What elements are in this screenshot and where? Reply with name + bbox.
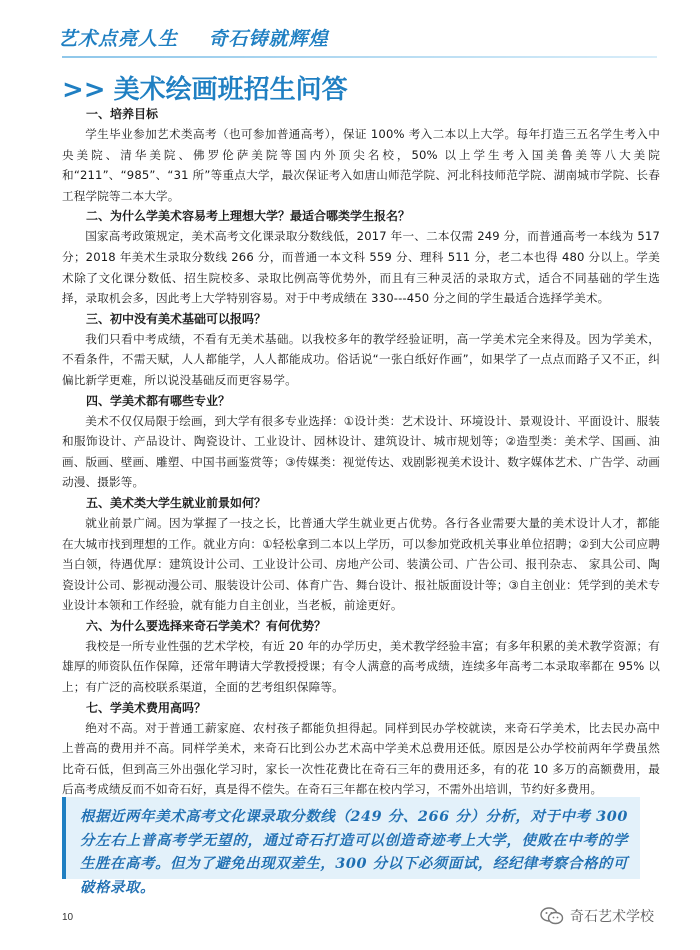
- section-heading: 四、学美术都有哪些专业？: [86, 393, 231, 408]
- header-tagline: 艺术点亮人生 奇石铸就辉煌: [58, 28, 329, 50]
- page-title: [62, 74, 348, 106]
- section-paragraph: 就业前景广阔。因为掌握了一技之长，比普通大学生就业更占优势。各行各业需要大量的美术设计人才，都能在大城市找到理想的工作。就业方向：①轻松拿到二本以上学历，可以参加党政机关事业单位招聘；②到大公司应聘当白领，待遇优厚：建筑设计公司、工业设计公司、房地产公司、装潢公司、广告公司、报刊杂志、 家具公司、陶瓷设计公司、影视动漫公司、服装设计公司、体育广告、舞台设计、报社版面设计等；③自主创业：凭学到的美术专业设计本领和工作经验，就有能力自主创业，当老板，前途更好。: [62, 515, 660, 613]
- section-heading: 一、培养目标: [86, 107, 159, 121]
- section-paragraph: 学生毕业参加艺术类高考（也可参加普通高考），保证 100% 考入二本以上大学。每年打造三五名学生考入中央美院、清华美院、佛罗伦萨美院等国内外顶尖名校，50% 以上学生考入国美鲁美等八大美院和“211”、“985”、“31 所”等重点大学，最次保证考入如唐山师范学院、河北科技师范学院、湖南城市学院、长春工程学院等二本大学。: [62, 127, 660, 203]
- section-heading: 二、为什么学美术容易考上理想大学？最适合哪类学生报名？: [86, 209, 411, 224]
- qa-content: [62, 104, 660, 800]
- section-paragraph: 我们只看中考成绩，不看有无美术基础。以我校多年的教学经验证明，高一学美术完全来得及。因为学美术，不看条件，不需天赋，人人都能学，人人都能成功。俗话说“一张白纸好作画”，如果学了一点点而路子又不正，纠偏比新学更难，所以说没基础反而更容易学。: [62, 331, 660, 387]
- qa-section: [62, 391, 660, 493]
- qa-section: [62, 493, 660, 616]
- section-paragraph: 我校是一所专业性强的艺术学校，有近 20 年的办学历史，美术教学经验丰富；有多年积累的美术教学资源；有雄厚的师资队伍作保障，还常年聘请大学教授授课；有令人满意的高考成绩，连续多年高考二本录取率都在 95% 以上；有广泛的高校联系渠道，全面的艺考组织保障等。: [62, 638, 660, 695]
- title-arrows: >>: [62, 75, 106, 105]
- section-heading: 五、美术类大学生就业前景如何？: [86, 495, 267, 510]
- qa-section: [62, 698, 660, 800]
- qa-section: [62, 616, 660, 698]
- section-paragraph: 绝对不高。对于普通工薪家庭、农村孩子都能负担得起。同样到民办学校就读，来奇石学美术，比去民办高中上普高的费用并不高。同样学美术，来奇石比到公办艺术高中学美术总费用还低。原因是公办学校前两年学费虽然比奇石低，但到高三外出强化学习时，家长一次性花费比在奇石三年的费用还多，有的花 10 多万的高额费用，最后高考成绩反而不如奇石好，真是得不偿失。在奇石三年都在校内学习，不需外出培训，节约好多费用。: [62, 720, 660, 797]
- section-heading: 三、初中没有美术基础可以报吗？: [86, 311, 267, 326]
- section-heading: 七、学美术费用高吗？: [86, 700, 207, 715]
- title-text: 美术绘画班招生问答: [113, 75, 348, 105]
- callout-box: 根据近两年美术高考文化课录取分数线（249 分、266 分）分析，对于中考 300 分左右上普高考学无望的，通过奇石打造可以创造奇迹考上大学，使败在中考的学生胜在高考。但为了避免出现双差生，300 分以下必须面试，经纪律考察合格的可破格录取。: [62, 797, 640, 879]
- qa-section: [62, 104, 660, 206]
- qa-section: [62, 309, 660, 391]
- qa-section: [62, 206, 660, 308]
- section-paragraph: 美术不仅仅局限于绘画，到大学有很多专业选择：①设计类：艺术设计、环境设计、景观设计、平面设计、服装和服饰设计、产品设计、陶瓷设计、工业设计、园林设计、建筑设计、城市规划等；②造型类：美术学、国画、油画、版画、壁画、雕塑、中国书画鉴赏等；③传媒类：视觉传达、戏剧影视美术设计、数字媒体艺术、广告学、动画动漫、摄影等。: [62, 413, 660, 490]
- section-paragraph: 国家高考政策规定，美术高考文化课录取分数线低，2017 年一、二本仅需 249 分，而普通高考一本线为 517 分；2018 年美术生录取分数线 266 分，而普通一本文科 559 分、理科 511 分，老二本也得 480 分以上。学美术除了文化课分数低、招生院校多、录取比例高等优势外，而且有三种灵活的录取方式，适合不同基础的学生选择，录取机会多，因此考上大学特别容易。对于中考成绩在 330---450 分之间的学生最适合选择学美术。: [62, 229, 660, 306]
- header-divider: [62, 56, 657, 58]
- section-heading: 六、为什么要选择来奇石学美术？有何优势？: [86, 618, 327, 633]
- wechat-icon: [540, 907, 564, 925]
- page-number: 10: [62, 912, 74, 923]
- watermark-text: 奇石艺术学校: [570, 909, 654, 925]
- wechat-watermark: [540, 906, 654, 926]
